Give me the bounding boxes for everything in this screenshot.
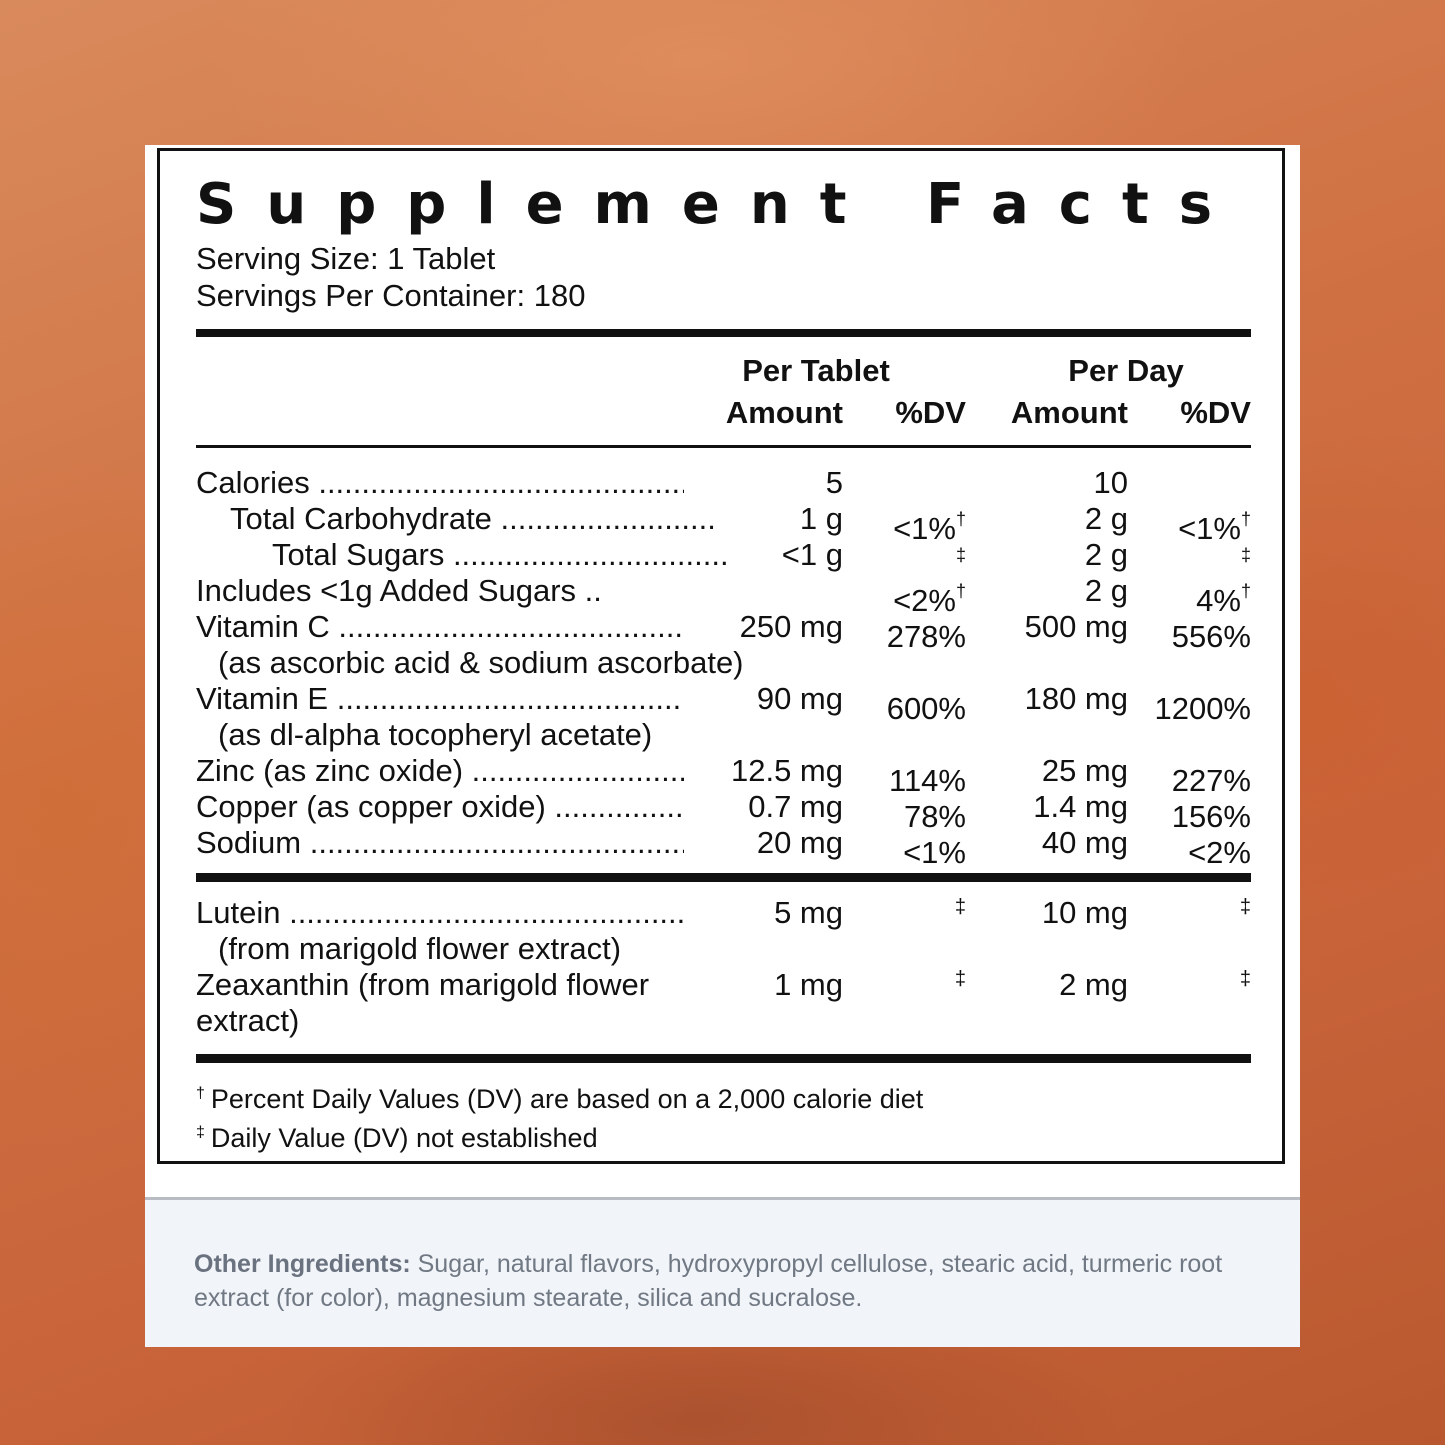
day-amount: 10 mg [1041,895,1128,930]
day-amount: 10 [1093,465,1128,500]
serving-size: Serving Size: 1 Tablet [196,241,496,276]
thick-rule-middle [196,873,1251,882]
day-amount: 180 mg [1024,681,1128,716]
day-amount: 2 mg [1059,967,1128,1002]
tablet-amount: 20 mg [756,825,843,860]
day-amount: 1.4 mg [1033,789,1128,824]
other-nutrient-source: (from marigold flower extract) [218,931,622,966]
dagger-symbol: † [196,1085,205,1102]
day-amount: 40 mg [1041,825,1128,860]
day-dv-mark: † [1240,581,1251,601]
tablet-dv-value: 278% [886,619,966,654]
day-dv-mark: ‡ [1239,896,1251,918]
tablet-amount: <1 g [781,537,843,572]
tablet-dv-value: 114% [889,763,966,798]
tablet-dv-mark: † [955,581,966,601]
servings-per-container: Servings Per Container: 180 [196,278,586,313]
other-ingredients [194,1247,1254,1315]
day-dv-mark: † [1240,509,1251,529]
day-amount: 2 g [1084,573,1128,608]
nutrient-source: (as dl-alpha tocopheryl acetate) [218,717,653,752]
thick-rule-top [196,329,1251,337]
tablet-amount: 5 [825,465,843,500]
tablet-dv-mark: ‡ [954,968,966,990]
header-per-day: Per Day [1068,353,1184,388]
day-dv-value: <2% [1188,835,1251,870]
tablet-dv-mark: † [955,509,966,529]
tablet-dv [887,609,966,655]
other-ingredients-label: Other Ingredients: [194,1250,411,1278]
day-dv-mark: ‡ [1239,968,1251,990]
day-dv [1154,681,1251,727]
tablet-dv-value: 78% [903,799,966,834]
tablet-amount: 250 mg [739,609,843,644]
day-amount: 25 mg [1041,753,1128,788]
tablet-dv-mark: ‡ [954,896,966,918]
other-nutrient-source: extract) [196,1003,300,1038]
day-amount: 500 mg [1024,609,1128,644]
nutrient-name: Total Sugars ..... [272,537,726,573]
tablet-amount: 1 mg [774,967,843,1002]
nutrient-name: Includes <1g Added Sugars .. [196,573,602,608]
header-tablet-amount: Amount [725,395,843,430]
tablet-dv-value: 600% [886,691,966,726]
nutrient-name: Copper (as copper oxide) ..... [196,789,684,825]
footnote-dv-basis [196,1078,923,1115]
tablet-dv [887,681,966,727]
footnote-dv-not-established [196,1117,598,1154]
supplement-facts-box [157,148,1285,1164]
day-amount: 2 g [1084,537,1128,572]
other-ingredients-text: Sugar, natural flavors, hydroxypropyl cellulose, stearic acid, turmeric root extract (for color), magnesium stearate, silica and sucralose. [194,1250,1223,1312]
other-ingredients-section [145,1197,1300,1347]
day-dv-mark: ‡ [1240,545,1251,565]
facts-title: Supplement Facts [196,172,1243,237]
tablet-amount: 12.5 mg [730,753,843,788]
double-dagger-symbol: ‡ [196,1124,205,1141]
tablet-amount: 0.7 mg [748,789,843,824]
header-day-dv: %DV [1180,395,1251,430]
tablet-amount: 90 mg [756,681,843,716]
tablet-amount: 5 mg [774,895,843,930]
header-day-amount: Amount [1010,395,1128,430]
day-dv-value: 4% [1196,583,1241,618]
day-dv-value: 156% [1171,799,1251,834]
day-dv [1188,825,1251,871]
day-dv-value: <1% [1178,511,1241,546]
footnote-text: Percent Daily Values (DV) are based on a 2,000 calorie diet [210,1084,924,1114]
header-tablet-dv: %DV [895,395,966,430]
nutrient-name: Total Carbohydrate ..... [230,501,718,537]
tablet-amount: 1 g [799,501,843,536]
day-dv-value: 227% [1171,763,1251,798]
label-panel [145,145,1300,1347]
thick-rule-bottom [196,1054,1251,1063]
other-nutrient-name: Lutein ..... [196,895,684,931]
tablet-dv-value: <1% [893,511,956,546]
day-dv-value: 556% [1171,619,1251,654]
nutrient-name: Vitamin E ..... [196,681,684,717]
day-dv-value: 1200% [1154,691,1251,726]
tablet-dv-mark: ‡ [955,545,966,565]
tablet-dv-value: <2% [893,583,956,618]
tablet-dv-value: <1% [903,835,966,870]
header-per-tablet: Per Tablet [742,353,890,388]
nutrient-source: (as ascorbic acid & sodium ascorbate) [218,645,744,680]
other-nutrient-name: Zeaxanthin (from marigold flower [196,967,650,1002]
footnote-text: Daily Value (DV) not established [210,1123,598,1153]
tablet-dv [903,825,966,871]
nutrient-name: Vitamin C ..... [196,609,684,645]
nutrient-name: Zinc (as zinc oxide) ..... [196,753,684,789]
day-amount: 2 g [1084,501,1128,536]
nutrient-name: Calories ..... [196,465,684,501]
day-dv [1172,609,1251,655]
nutrient-name: Sodium ..... [196,825,684,861]
thin-rule [196,445,1251,448]
